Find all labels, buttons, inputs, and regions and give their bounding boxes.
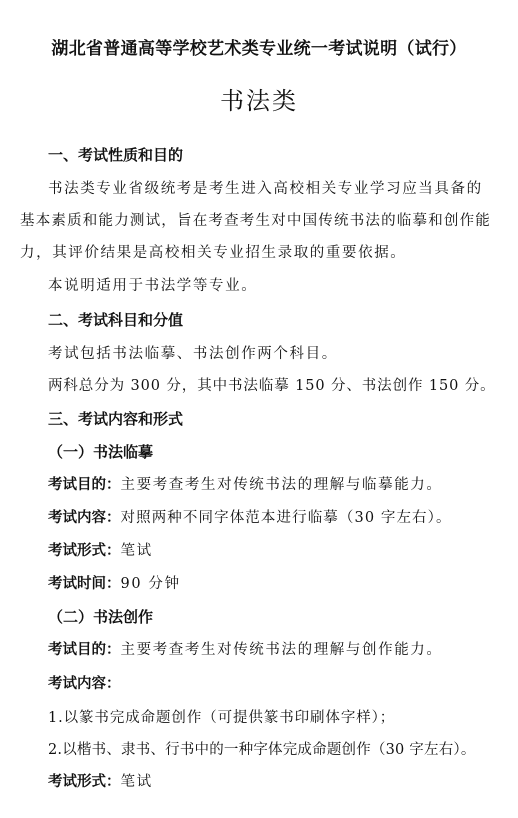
field-row [48,542,153,560]
field-row [48,476,443,494]
field-label: 考试目的： [48,642,121,658]
field-value: 笔试 [120,543,153,559]
field-value: 笔试 [120,774,153,790]
paragraph-line: 考试包括书法临摹、书法创作两个科目。 [48,346,338,362]
field-row [48,773,153,791]
field-row [48,509,452,527]
field-value: 对照两种不同字体范本进行临摹（30 字左右）。 [120,510,452,526]
subsection-heading-1: （一）书法临摹 [48,443,154,461]
document-subtitle: 书法类 [220,87,298,115]
paragraph-line: 基本素质和能力测试，旨在考查考生对中国传统书法的临摹和创作能 [20,213,491,229]
field-value: 90 分钟 [120,576,181,592]
section-heading-2: 二、考试科目和分值 [48,311,184,329]
section-heading-3: 三、考试内容和形式 [48,410,184,428]
field-label: 考试形式： [48,774,121,790]
paragraph-line: 书法类专业省级统考是考生进入高校相关专业学习应当具备的 [48,181,483,197]
document-title: 湖北省普通高等学校艺术类专业统一考试说明（试行） [51,39,467,59]
field-row [48,575,181,593]
subsection-heading-2: （二）书法创作 [48,608,154,626]
paragraph-line: 两科总分为 300 分，其中书法临摹 150 分、书法创作 150 分。 [48,378,496,394]
list-item: 2.以楷书、隶书、行书中的一种字体完成命题创作（30 字左右）。 [48,742,476,758]
paragraph-line: 本说明适用于书法学等专业。 [48,278,258,294]
list-item: 1.以篆书完成命题创作（可提供篆书印刷体字样）； [48,710,396,726]
field-label: 考试内容： [48,676,121,692]
field-label: 考试形式： [48,543,121,559]
paragraph-line: 力，其评价结果是高校相关专业招生录取的重要依据。 [20,245,407,261]
field-label: 考试时间： [48,576,121,592]
field-row [48,675,121,693]
field-value: 主要考查考生对传统书法的理解与临摹能力。 [120,477,443,493]
field-label: 考试内容： [48,510,121,526]
field-label: 考试目的： [48,477,121,493]
section-heading-1: 一、考试性质和目的 [48,146,184,164]
field-value: 主要考查考生对传统书法的理解与创作能力。 [120,642,443,658]
field-row [48,641,443,659]
